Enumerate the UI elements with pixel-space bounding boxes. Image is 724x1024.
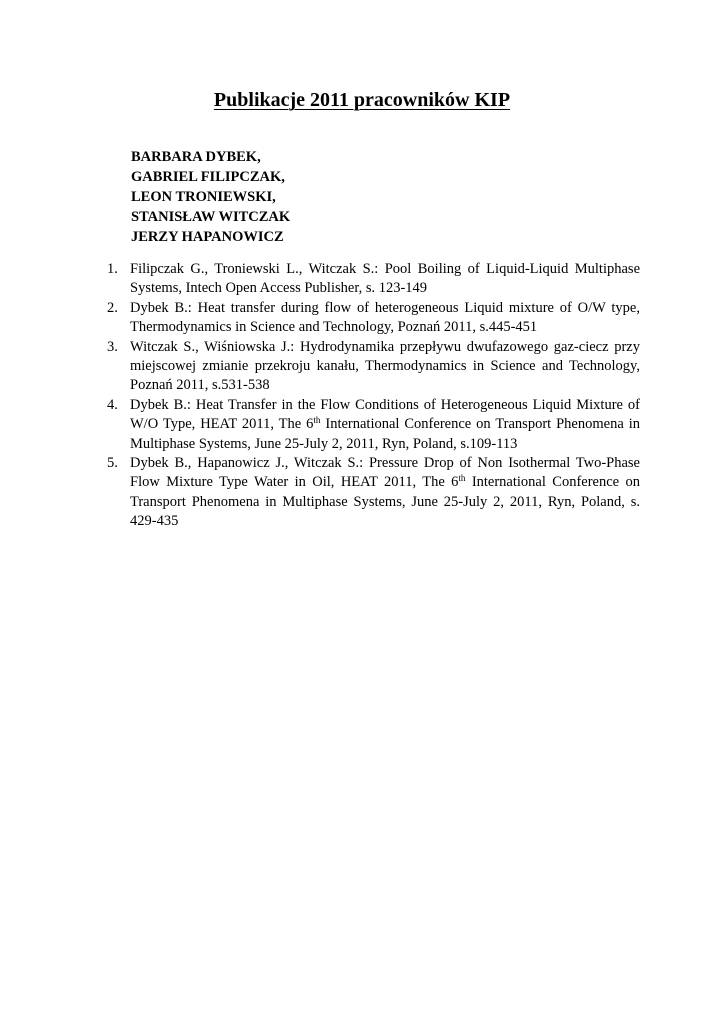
publication-text (130, 454, 640, 532)
author-name: GABRIEL FILIPCZAK, (131, 169, 285, 185)
document-title: Publikacje 2011 pracowników KIP (213, 89, 511, 111)
author-name: LEON TRONIEWSKI, (131, 189, 276, 205)
author-name: BARBARA DYBEK, (131, 149, 261, 165)
publication-item (107, 260, 640, 299)
ordinal-superscript: th (458, 473, 466, 484)
author-name: STANISŁAW WITCZAK (131, 209, 291, 225)
publication-text-part: International Conference on Transport Phenomena in Multiphase Systems, June 25-July 2, 2011, Ryn, Poland, s. 429-435 (130, 474, 640, 530)
publication-number: 2. (107, 299, 118, 316)
publication-list (107, 260, 640, 532)
publication-text: Witczak S., Wiśniowska J.: Hydrodynamika przepływu dwufazowego gaz-ciecz przy miejscowej zmianie przekroju kanału, Thermodynamics in Science and Technology, Poznań 2011, s.531-538 (130, 338, 640, 394)
publication-text-part: Dybek B., Hapanowicz J., Witczak S.: Pressure Drop of Non Isothermal Two-Phase Flow Mixture Type Water in Oil, HEAT 2011, The 6 (130, 455, 640, 491)
publication-number: 1. (107, 261, 118, 277)
publication-text-part: International Conference on Transport Phenomena in Multiphase Systems, June 25-July 2, 2011, Ryn, Poland, s.109-113 (130, 416, 640, 452)
publication-item (107, 338, 640, 396)
publication-text (130, 396, 640, 454)
publication-number: 3. (107, 338, 118, 355)
ordinal-superscript: th (313, 415, 321, 426)
author-name: JERZY HAPANOWICZ (131, 229, 284, 245)
publication-text-part: Dybek B.: Heat Transfer in the Flow Conditions of Heterogeneous Liquid Mixture of W/O Type, HEAT 2011, The 6 (130, 396, 640, 433)
publication-number: 4. (107, 396, 118, 413)
publication-text: Filipczak G., Troniewski L., Witczak S.: Pool Boiling of Liquid-Liquid Multiphase Systems, Intech Open Access Publisher, s. 123-149 (130, 261, 640, 297)
publication-item (107, 454, 640, 532)
publication-item (107, 299, 640, 338)
author-list (131, 147, 290, 247)
publication-item (107, 396, 640, 454)
publication-number: 5. (107, 455, 118, 472)
publication-text: Dybek B.: Heat transfer during flow of heterogeneous Liquid mixture of O/W type, Thermodynamics in Science and Technology, Poznań 2011, s.445-451 (130, 299, 640, 336)
